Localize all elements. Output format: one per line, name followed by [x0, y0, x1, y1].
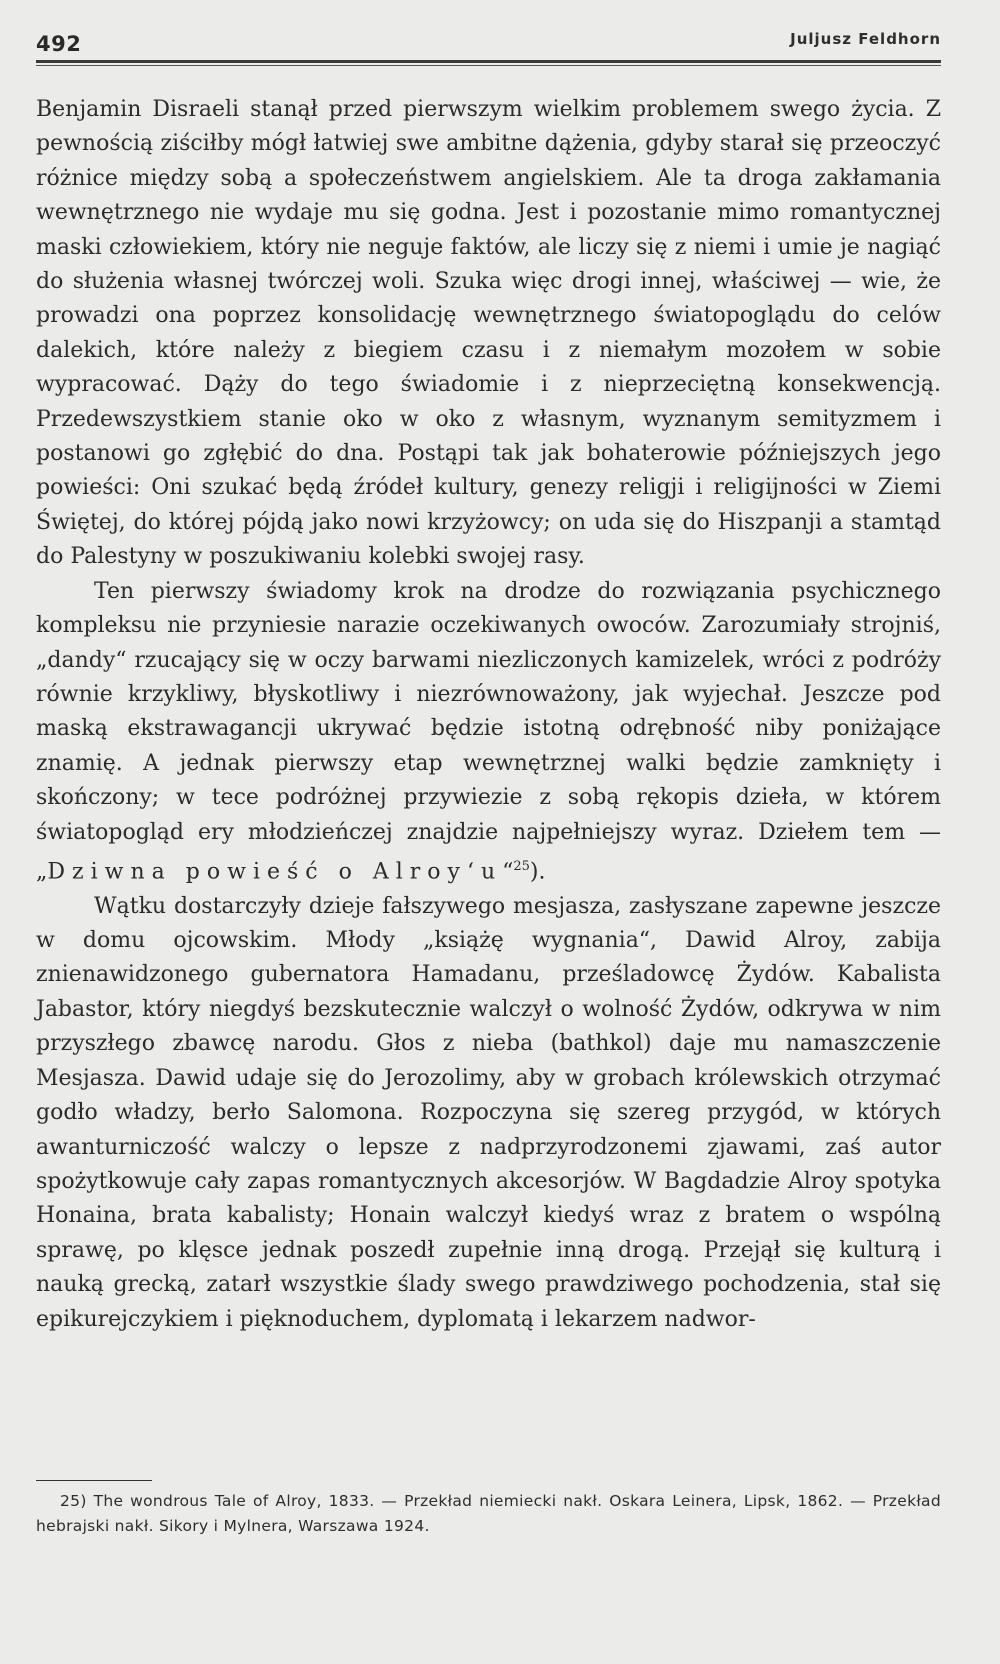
title-close-quote: “: [502, 859, 514, 885]
footnote-text: The wondrous Tale of Alroy, 1833. — Przekład niemiecki nakł. Oskara Leinera, Lipsk, 1862. — Przekład hebrajski nakł. Sikory i Mylnera, Warszawa 1924.: [36, 1492, 941, 1535]
page-number: 492: [36, 32, 82, 56]
header-rule: [36, 60, 941, 66]
footnote-rule: [36, 1480, 152, 1481]
running-head: Juljusz Feldhorn: [790, 30, 941, 48]
title-open-quote: „: [36, 859, 48, 885]
body-text: [36, 93, 941, 1337]
footnote-number: 25): [60, 1492, 87, 1510]
paragraph-3: Wątku dostarczyły dzieje fałszywego mesjasza, zasłyszane zapewne jeszcze w domu ojcowskim. Młody „książę wygnania“, Dawid Alroy, zabija znienawidzonego gubernatora Hamadanu, prześladowcę Żydów. Kabalista Jabastor, który niegdyś bezskutecznie walczył o wolność Żydów, odkrywa w nim przyszłego zbawcę narodu. Głos z nieba (bathkol) daje mu namaszczenie Mesjasza. Dawid udaje się do Jerozolimy, aby w grobach królewskich otrzymać godło władzy, berło Salomona. Rozpoczyna się szereg przygód, w których awanturniczość walczy o lepsze z nadprzyrodzonemi zjawami, zaś autor spożytkowuje cały zapas romantycznych akcesorjów. W Bagdadzie Alroy spotyka Honaina, brata kabalisty; Honain walczył kiedyś wraz z bratem o wspólną sprawę, po klęsce jednak poszedł zupełnie inną drogą. Przejął się kulturą i nauką grecką, zatarł wszystkie ślady swego prawdziwego pochodzenia, stał się epikurejczykiem i pięknoduchem, dyplomatą i lekarzem nadwor-: [36, 893, 941, 1332]
footnote: [36, 1489, 941, 1539]
paragraph-2: [36, 575, 941, 890]
title-end: ).: [529, 859, 546, 885]
paragraph-1: Benjamin Disraeli stanął przed pierwszym wielkim problemem swego życia. Z pewnością ziściłby mógł łatwiej swe ambitne dążenia, gdyby starał się przeoczyć różnice między sobą a społeczeństwem angielskiem. Ale ta droga zakłamania wewnętrznego nie wydaje mu się godna. Jest i pozostanie mimo romantycznej maski człowiekiem, który nie neguje faktów, ale liczy się z niemi i umie je nagiąć do służenia własnej twórczej woli. Szuka więc drogi innej, właściwej — wie, że prowadzi ona poprzez konsolidację wewnętrznego światopoglądu do celów dalekich, które należy z biegiem czasu i z niemałym mozołem w sobie wypracować. Dąży do tego świadomie i z nieprzeciętną konsekwencją. Przedewszystkiem stanie oko w oko z własnym, wyznanym semityzmem i postanowi go zgłębić do dna. Postąpi tak jak bohaterowie późniejszych jego powieści: Oni szukać będą źródeł kultury, genezy religji i religijności w Ziemi Świętej, do której pójdą jako nowi krzyżowcy; on uda się do Hiszpanji a stamtąd do Palestyny w poszukiwaniu kolebki swojej rasy.: [36, 97, 941, 570]
footnote-ref: 25: [513, 858, 530, 874]
paragraph-2-text: Ten pierwszy świadomy krok na drodze do rozwiązania psychicznego kompleksu nie przyniesie narazie oczekiwanych owoców. Zarozumiały strojniś, „dandy“ rzucający się w oczy barwami niezliczonych kamizelek, wróci z podróży równie krzykliwy, błyskotliwy i niezrównoważony, jak wyjechał. Jeszcze pod maską ekstrawagancji ukrywać będzie istotną odrębność niby poniżające znamię. A jednak pierwszy etap wewnętrznej walki będzie zamknięty i skończony; w tece podróżnej przywiezie z sobą rękopis dzieła, w którem światopogląd ery młodzieńczej znajdzie najpełniejszy wyraz. Dziełem tem —: [36, 578, 941, 845]
page-header: [36, 22, 941, 56]
work-title: Dziwna powieść o Alroy‘u: [47, 859, 503, 885]
